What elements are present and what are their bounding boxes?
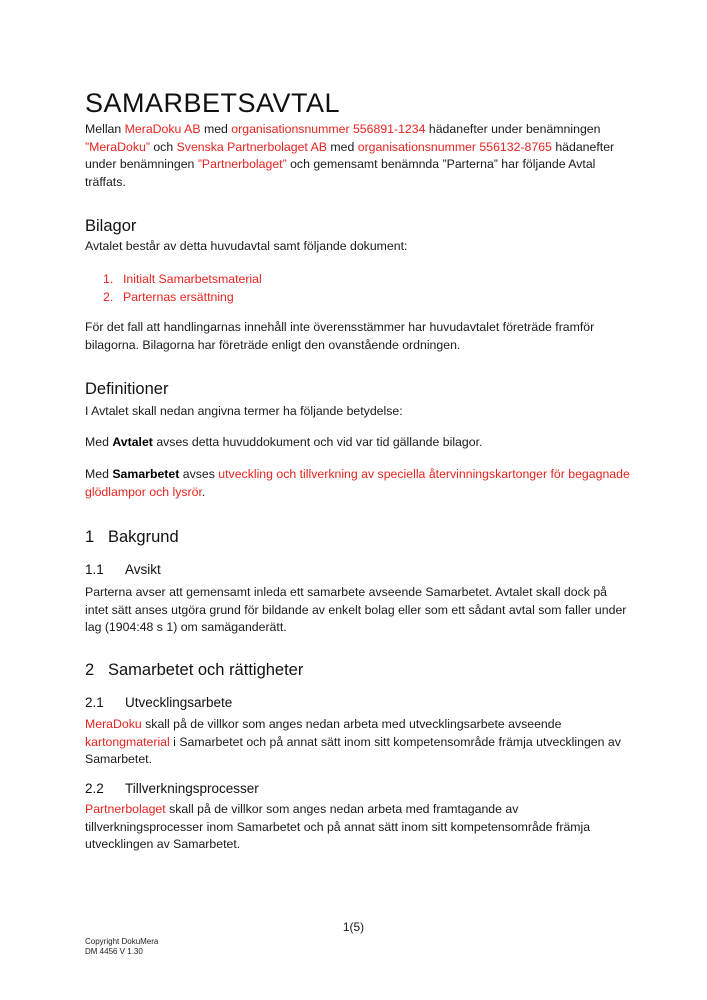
section-number: 1 [85,528,95,546]
list-item-label: Initialt Samarbetsmaterial [123,272,262,286]
party1-alias: ”MeraDoku” [85,139,150,154]
definition-text: . [201,484,206,499]
section-number: 1.1 [85,562,104,577]
section-title: Tillverkningsprocesser [125,781,259,796]
definition-text: avses detta huvuddokument och vid var tid gällande bilagor. [152,435,483,449]
bilagor-lead: Avtalet består av detta huvudavtal samt följande dokument: [85,239,408,253]
party-name: Partnerbolaget [85,802,166,816]
definitioner-heading: Definitioner [85,380,169,398]
list-item-number: 1. [103,272,114,286]
party-name: MeraDoku [85,717,142,731]
section-text: i Samarbetet och på annat sätt inom sitt kompetensområde främja utvecklingen av Samarbetet. [85,734,621,766]
party2-alias: ”Partnerbolaget” [197,157,287,171]
section-2-1-text [85,716,630,769]
definition-text: Med [85,435,113,449]
bilagor-list [85,271,262,306]
section-title: Samarbetet och rättigheter [108,661,304,679]
party2-name: Svenska Partnerbolaget AB [176,139,327,154]
section-2-1-heading [85,695,232,710]
page-number: 1(5) [342,920,365,934]
intro-text: med [326,139,358,154]
list-item [85,271,262,289]
section-2-heading [85,661,303,680]
definition-term: Samarbetet [112,467,180,481]
section-text: skall på de villkor som anges nedan arbeta med framtagande av tillverkningsprocesser inom Samarbetet och på annat sätt inom sitt kompetensområde främja utvecklingen av Samarbetet. [85,802,591,851]
intro-text: och [149,139,177,154]
footer-doc-id: DM 4456 V 1.30 [85,947,143,956]
section-2-2-text [85,801,630,854]
intro-text: Mellan [85,122,125,136]
section-1-1-text: Parterna avser att gemensamt inleda ett samarbete avseende Samarbetet. Avtalet skall dock på intet sätt anses utgöra grund för bildande av enkelt bolag eller som ett sådant avtal som faller under lag (1904:48 s 1) om samäganderätt. [85,585,627,634]
section-title: Utvecklingsarbete [125,695,233,710]
definition-avtalet [85,434,630,452]
bilagor-note: För det fall att handlingarnas innehåll inte överensstämmer har huvudavtalet företräde framför bilagorna. Bilagorna har företräde enligt den ovanstående ordningen. [85,320,595,352]
list-item [85,289,262,307]
definitioner-lead: I Avtalet skall nedan angivna termer ha följande betydelse: [85,404,403,418]
party1-name: MeraDoku AB [124,122,201,136]
intro-text: och gemensamt benämnda ”Parterna” har följande Avtal träffats. [85,157,596,189]
definition-term: Avtalet [112,435,153,449]
intro-paragraph [85,121,630,191]
section-number: 2.1 [85,695,104,710]
intro-text: hädanefter under benämningen [425,122,601,136]
section-2-2-heading [85,781,259,796]
definition-text: Med [85,467,113,481]
party1-orgnr: organisationsnummer 556891-1234 [231,122,426,136]
footer-copyright: Copyright DokuMera [85,937,159,946]
party2-orgnr: organisationsnummer 556132-8765 [357,139,552,154]
section-1-1-heading [85,562,161,577]
definition-description: utveckling och tillverkning av speciella återvinningskartonger för begagnade glödlampor och lysrör [85,467,630,499]
section-1-heading [85,528,179,547]
list-item-number: 2. [103,289,114,304]
section-number: 2 [85,661,95,679]
section-text: skall på de villkor som anges nedan arbeta med utvecklingsarbete avseende [141,717,562,731]
section-title: Avsikt [125,562,161,577]
definition-text: avses [179,467,219,481]
section-title: Bakgrund [108,528,179,546]
material-term: kartongmaterial [85,734,170,749]
document-title: SAMARBETSAVTAL [85,88,341,118]
intro-text: hädanefter under benämningen [85,139,615,171]
list-item-label: Parternas ersättning [123,289,234,304]
footer [85,937,158,957]
definition-samarbetet [85,466,630,501]
section-number: 2.2 [85,781,104,796]
bilagor-heading: Bilagor [85,217,137,235]
intro-text: med [200,122,232,136]
